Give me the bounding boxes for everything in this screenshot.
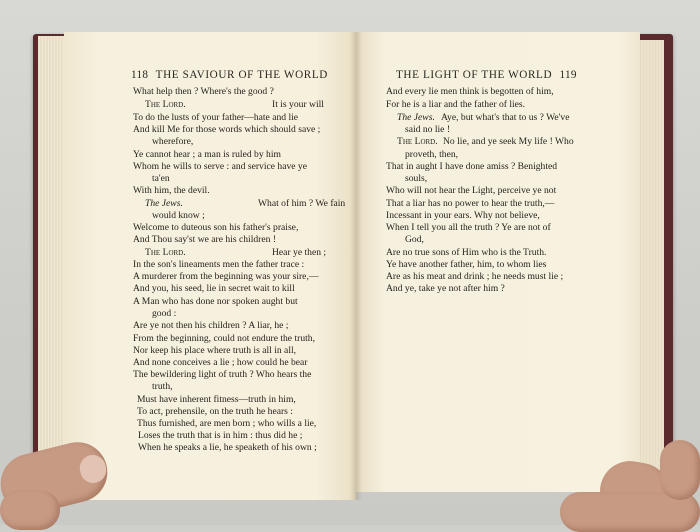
text-line: No lie, and ye seek My life ! Who [443, 136, 574, 147]
book-gutter [350, 32, 362, 500]
text-line: When he speaks a lie, he speaketh of his own ; [138, 442, 317, 453]
text-line: And kill Me for those words which should save ; [133, 124, 321, 135]
text-line: wherefore, [152, 136, 194, 147]
text-line: good : [152, 308, 177, 319]
text-line: Ye cannot hear ; a man is ruled by him [133, 149, 281, 160]
text-line: Must have inherent fitness—truth in him, [137, 394, 296, 405]
text-line: proveth, then, [405, 149, 459, 160]
left-running-head [131, 69, 328, 81]
text-line: To do the lusts of your father—hate and lie [133, 112, 299, 123]
left-running-title: THE SAVIOUR OF THE WORLD [155, 69, 328, 81]
right-fingers [660, 440, 700, 500]
text-line: When I tell you all the truth ? Ye are not of [386, 222, 551, 233]
speaker-label: The Jews. [397, 112, 435, 123]
text-line: The bewildering light of truth ? Who hears the [133, 369, 312, 380]
text-line: Are as his meat and drink ; he needs must lie ; [386, 271, 564, 282]
left-hand [0, 490, 60, 530]
text-line: And Thou say'st we are his children ! [133, 234, 277, 245]
right-running-title: THE LIGHT OF THE WORLD [396, 69, 553, 81]
speaker-label: The Lord. [145, 99, 186, 110]
text-line: truth, [152, 381, 173, 392]
text-line: From the beginning, could not endure the truth, [133, 333, 315, 344]
text-line: Aye, but what's that to us ? We've [441, 112, 570, 123]
left-page-number: 118 [131, 69, 149, 81]
text-line: That a liar has no power to hear the truth,— [386, 198, 555, 209]
text-line: Ye have another father, him, to whom lies [386, 259, 547, 270]
text-line: And none conceives a lie ; how could he bear [133, 357, 308, 368]
text-line: Welcome to duteous son his father's praise, [133, 222, 299, 233]
text-line: With him, the devil. [133, 185, 210, 196]
text-line: God, [405, 234, 424, 245]
text-line: Are ye not then his children ? A liar, he ; [133, 320, 289, 331]
text-line: Who will not hear the Light, perceive ye not [386, 185, 557, 196]
text-line: ta'en [152, 173, 170, 184]
text-line: A Man who has done nor spoken aught but [133, 296, 298, 307]
text-line: For he is a liar and the father of lies. [386, 99, 526, 110]
right-page-edges [636, 40, 664, 472]
text-line: And every lie men think is begotten of him, [386, 86, 554, 97]
text-line: Incessant in your ears. Why not believe, [386, 210, 540, 221]
text-line: Hear ye then ; [272, 247, 327, 258]
right-running-head [396, 69, 577, 81]
text-line: That in aught I have done amiss ? Benighted [386, 161, 558, 172]
text-line: What help then ? Where's the good ? [133, 86, 274, 97]
text-line: souls, [405, 173, 428, 184]
text-line: A murderer from the beginning was your sire,— [133, 271, 319, 282]
text-line: To act, prehensile, on the truth he hears : [137, 406, 293, 417]
text-line: said no lie ! [405, 124, 451, 135]
text-line: And you, his seed, lie in secret wait to kill [133, 283, 295, 294]
text-line: Are no true sons of Him who is the Truth. [386, 247, 547, 258]
speaker-label: The Lord. [145, 247, 186, 258]
text-line: It is your will [272, 99, 324, 110]
right-page-number: 119 [559, 69, 577, 81]
speaker-label: The Lord. [397, 136, 438, 147]
text-line: Whom he wills to serve : and service have ye [133, 161, 307, 172]
text-line: What of him ? We fain [258, 198, 346, 209]
text-line: would know ; [152, 210, 205, 221]
text-line: And ye, take ye not after him ? [386, 283, 505, 294]
text-line: Thus furnished, are men born ; who wills a lie, [137, 418, 317, 429]
text-line: Nor keep his place where truth is all in all, [133, 345, 297, 356]
text-line: In the son's lineaments men the father trace : [133, 259, 305, 270]
text-line: Loses the truth that is in him : thus did he ; [138, 430, 303, 441]
speaker-label: The Jews. [145, 198, 183, 209]
